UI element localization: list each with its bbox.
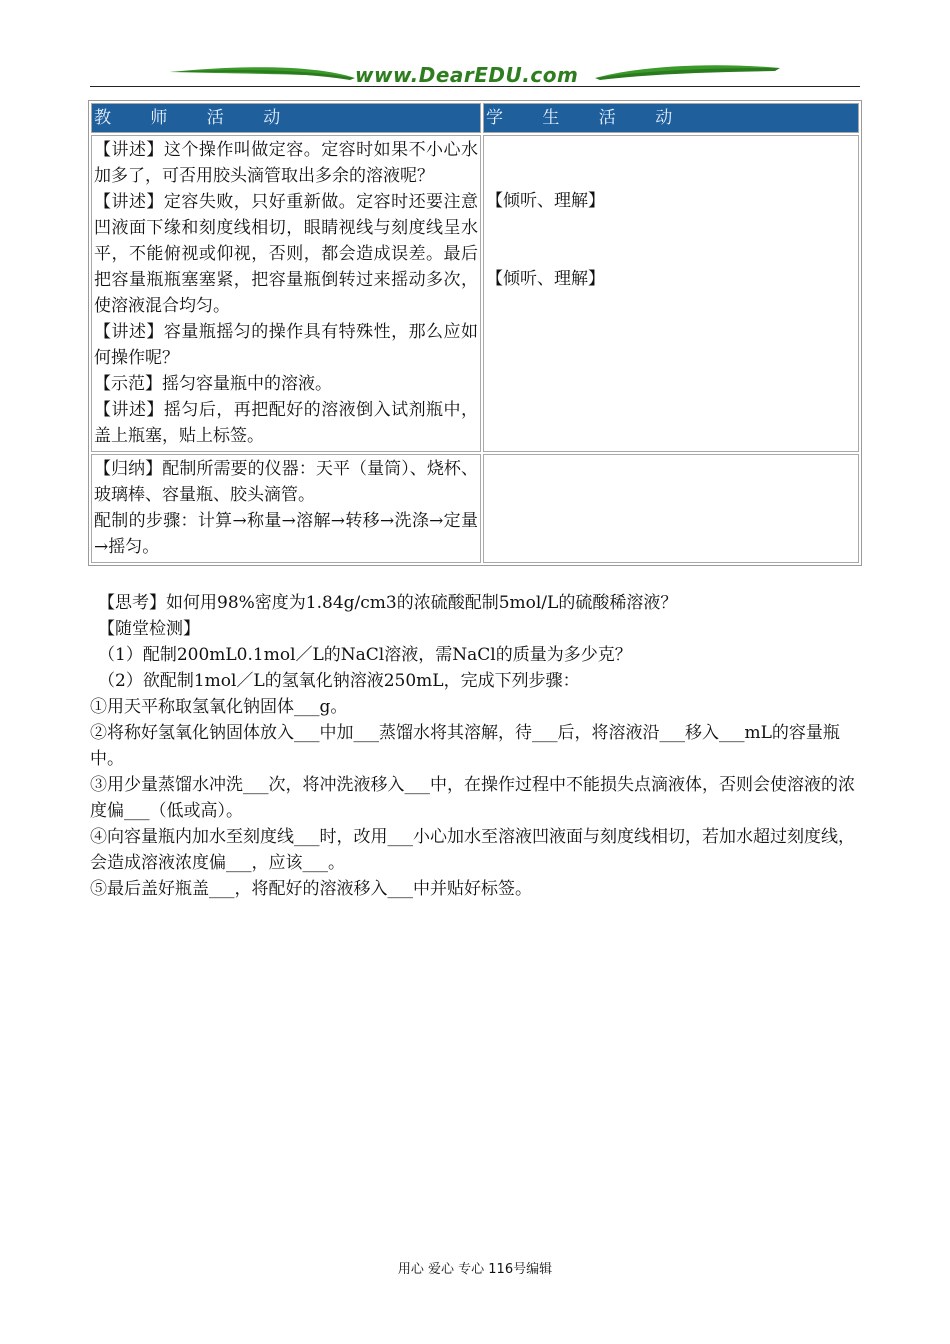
think-question: 【思考】如何用98%密度为1.84g/cm3的浓硫酸配制5mol/L的硫酸稀溶液？ <box>98 593 678 613</box>
post-table-content <box>90 590 862 902</box>
teacher-paragraph: 【归纳】配制所需要的仪器：天平（量筒）、烧杯、玻璃棒、容量瓶、胶头滴管。 <box>94 459 478 505</box>
quiz-question-1: （1）配制200mL0.1mol／L的NaCl溶液，需NaCl的质量为多少克？ <box>98 645 632 665</box>
teacher-paragraph: 配制的步骤：计算→称量→溶解→转移→洗涤→定量→摇匀。 <box>94 511 478 557</box>
quiz-title: 【随堂检测】 <box>98 619 200 639</box>
quiz-question-2: （2）欲配制1mol／L的氢氧化钠溶液250mL，完成下列步骤： <box>98 671 580 691</box>
teacher-paragraph: 【讲述】摇匀后，再把配好的溶液倒入试剂瓶中，盖上瓶塞，贴上标签。 <box>94 400 478 446</box>
teacher-paragraph: 【讲述】这个操作叫做定容。定容时如果不小心水加多了，可否用胶头滴管取出多余的溶液呢？ <box>94 140 478 186</box>
table-row <box>91 454 859 563</box>
site-logo-text: www.DearEDU.com <box>355 63 579 87</box>
student-cell <box>483 135 859 452</box>
quiz-step-5: ⑤最后盖好瓶盖___，将配好的溶液移入___中并贴好标签。 <box>90 879 532 899</box>
teacher-paragraph: 【讲述】定容失败，只好重新做。定容时还要注意凹液面下缘和刻度线相切，眼睛视线与刻度线呈水平，不能俯视或仰视，否则，都会造成误差。最后把容量瓶瓶塞塞紧，把容量瓶倒转过来摇动多次，使溶液混合均匀。 <box>94 192 478 316</box>
page-footer: 用心 爱心 专心 116号编辑 <box>397 1262 553 1277</box>
col-teacher-header: 教 师 活 动 <box>91 103 481 133</box>
student-response: 【倾听、理解】 <box>486 191 605 211</box>
col-student-header: 学 生 活 动 <box>483 103 859 133</box>
table-row <box>91 135 859 452</box>
teacher-cell <box>91 454 481 563</box>
quiz-step-1: ①用天平称取氢氧化钠固体___g。 <box>90 697 348 717</box>
quiz-step-3: ③用少量蒸馏水冲洗___次，将冲洗液移入___中，在操作过程中不能损失点滴液体，否则会使溶液的浓度偏___（低或高）。 <box>90 775 855 821</box>
quiz-step-4: ④向容量瓶内加水至刻度线___时，改用___小心加水至溶液凹液面与刻度线相切，若加水超过刻度线，会造成溶液浓度偏___，应该___。 <box>90 827 855 873</box>
teacher-paragraph: 【讲述】容量瓶摇匀的操作具有特殊性，那么应如何操作呢？ <box>94 322 478 368</box>
quiz-step-2: ②将称好氢氧化钠固体放入___中加___蒸馏水将其溶解，待___后，将溶液沿___移入___mL的容量瓶中。 <box>90 723 840 769</box>
student-response: 【倾听、理解】 <box>486 269 605 289</box>
lesson-table <box>88 100 862 566</box>
header-rule <box>90 86 860 87</box>
table-header-row <box>91 103 859 133</box>
student-cell-empty <box>483 454 859 563</box>
teacher-cell <box>91 135 481 452</box>
teacher-paragraph: 【示范】摇匀容量瓶中的溶液。 <box>94 374 332 394</box>
